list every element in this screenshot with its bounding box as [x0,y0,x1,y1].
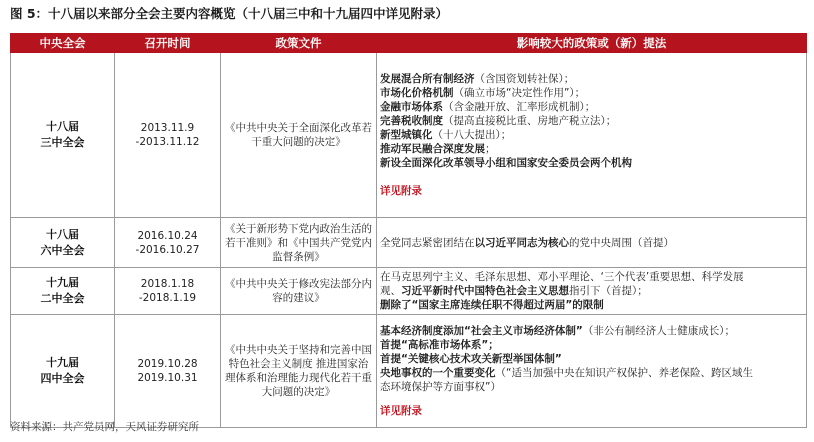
date-start: 2018.1.18 [140,278,195,290]
see-appendix-link[interactable]: 详见附录 [380,405,422,417]
source-note: 资料来源：共产党员网，天风证券研究所 [10,421,199,433]
policy-item: 在马克思列宁主义、毛泽东思想、邓小平理论、‘三个代表’重要思想、科学发展 [380,271,744,283]
plenum-session: 十八届 [46,227,79,241]
plenum-name-cell [11,315,115,428]
plenum-table [10,33,807,428]
date-end: -2016.10.27 [135,243,200,256]
policy-item: 观、习近平新时代中国特色社会主义思想指引下（首提）； [380,285,648,297]
plenum-name-cell [11,218,115,268]
table-row [11,315,807,428]
date-start: 2013.11.9 [140,122,195,134]
header-date: 召开时间 [115,34,221,53]
date-start: 2019.10.28 [137,358,198,370]
policy-item: 推动军民融合深度发展； [380,143,496,155]
document-cell [221,218,377,268]
date-cell [115,218,221,268]
policy-item: 发展混合所有制经济（含国资划转社保）； [380,73,575,85]
document-title: 《中共中央关于全面深化改革若干重大问题的决定》 [225,122,372,148]
policy-item: 新型城镇化（十八大提出）； [380,129,512,141]
date-end: 2019.10.31 [137,372,198,384]
header-policy: 影响较大的政策或（新）提法 [377,34,807,53]
plenum-number: 三中全会 [40,136,85,149]
plenum-number: 二中全会 [40,292,85,305]
plenum-number: 六中全会 [40,243,85,257]
table-row [11,218,807,268]
date-cell [115,315,221,428]
policy-item: 删除了“国家主席连续任职不得超过两届”的限制 [380,299,604,311]
policy-cell [377,268,807,315]
figure-title: 图 5：十八届以来部分全会主要内容概览（十八届三中和十九届四中详见附录） [10,6,449,21]
date-cell [115,53,221,218]
policy-item: 完善税收制度（提高直接税比重、房地产税立法）； [380,115,617,127]
table-row [11,53,807,218]
policy-item: 全党同志紧密团结在以习近平同志为核心的党中央周围（首提） [380,236,674,249]
date-end: -2018.1.19 [138,292,197,304]
document-cell [221,315,377,428]
plenum-number: 四中全会 [40,372,85,385]
policy-item: 首提“关键核心技术攻关新型举国体制” [380,353,562,365]
policy-item: 央地事权的一个重要变化（“适当加强中央在知识产权保护、养老保险、跨区域生 [380,367,753,379]
table-header-row [11,34,807,53]
policy-item: 基本经济制度添加“社会主义市场经济体制”（非公有制经济人士健康成长）； [380,325,736,337]
document-cell [221,53,377,218]
policy-item: 首提“高标准市场体系”； [380,339,499,351]
date-cell [115,268,221,315]
policy-cell [377,315,807,428]
policy-cell [377,218,807,268]
plenum-session: 十九届 [46,276,79,289]
table-row [11,268,807,315]
header-plenum: 中央全会 [11,34,115,53]
plenum-session: 十九届 [46,356,79,369]
document-title: 《中共中央关于坚持和完善中国特色社会主义制度 推进国家治理体系和治理能力现代化若干重大问题的决定》 [225,344,372,398]
document-title: 《关于新形势下党内政治生活的若干准则》和《中国共产党党内监督条例》 [225,222,372,263]
policy-cell [377,53,807,218]
document-cell [221,268,377,315]
policy-item: 金融市场体系（含金融开放、汇率形成机制）； [380,101,596,113]
date-start: 2016.10.24 [137,229,198,242]
header-document: 政策文件 [221,34,377,53]
plenum-name-cell [11,268,115,315]
see-appendix-link[interactable]: 详见附录 [380,185,422,197]
policy-item: 新设全面深化改革领导小组和国家安全委员会两个机构 [380,157,632,169]
policy-item: 态环境保护等方面事权”） [380,381,501,393]
document-title: 《中共中央关于修改宪法部分内容的建议》 [225,278,372,304]
plenum-name-cell [11,53,115,218]
plenum-session: 十八届 [46,120,79,133]
date-end: -2013.11.12 [135,136,200,148]
policy-item: 市场化价格机制（确立市场“决定性作用”）； [380,87,586,99]
